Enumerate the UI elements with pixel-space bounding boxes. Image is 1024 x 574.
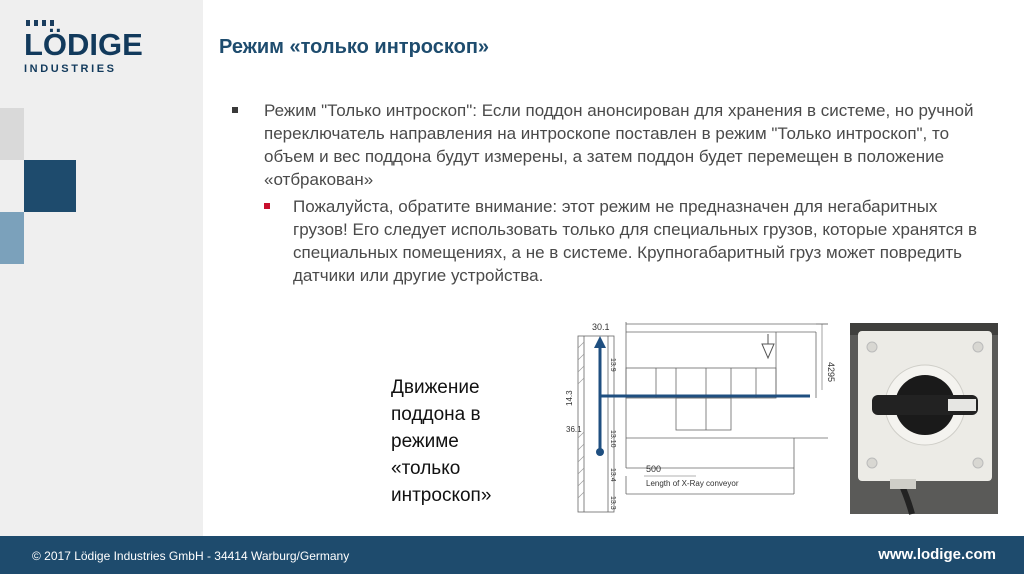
decor-square-light bbox=[0, 212, 24, 264]
footer-bar bbox=[0, 536, 1024, 574]
sidebar-panel bbox=[0, 0, 203, 536]
caption-line: режиме bbox=[391, 431, 459, 452]
sub-bullet-item bbox=[230, 195, 990, 287]
dim-top-label: 30.1 bbox=[592, 322, 610, 332]
sub-bullet-text: Пожалуйста, обратите внимание: этот режим не предназначен для негабаритных грузов! Его следует использовать только для специальных грузов, которые хранятся в специальных помещениях, а не в системе. Крупногабаритный груз может повредить датчики или другие устройства. bbox=[293, 197, 978, 285]
website-link[interactable]: www.lodige.com bbox=[878, 546, 996, 563]
switch-photo bbox=[850, 323, 998, 514]
start-point-icon bbox=[596, 448, 604, 456]
tag-label: 13.10 bbox=[609, 430, 616, 448]
tag-label: 13.3 bbox=[609, 496, 616, 510]
slide-title: Режим «только интроскоп» bbox=[219, 36, 490, 58]
tag-label: 13.4 bbox=[609, 468, 616, 482]
bullet-list bbox=[230, 99, 990, 287]
dim-500-label: 500 bbox=[646, 464, 662, 474]
tag-label: 13.9 bbox=[609, 358, 616, 372]
dim-left-label: 36.1 bbox=[566, 425, 582, 434]
caption-line: «только bbox=[391, 458, 461, 479]
dim-height-label: 4295 bbox=[826, 362, 836, 383]
decor-square-grey bbox=[0, 108, 24, 160]
copyright-text: © 2017 Lödige Industries GmbH - 34414 Warburg/Germany bbox=[32, 549, 350, 563]
red-bullet-icon bbox=[264, 203, 270, 209]
caption-line: Движение bbox=[391, 377, 480, 398]
dim-left-label: 14.3 bbox=[565, 390, 574, 406]
decor-square-dark bbox=[24, 160, 76, 212]
logo-bars bbox=[26, 20, 134, 26]
conveyor-diagram bbox=[566, 318, 836, 514]
diagram-caption bbox=[391, 374, 491, 509]
caption-line: интроскоп» bbox=[391, 485, 492, 506]
rotary-switch-image bbox=[850, 323, 998, 514]
bullet-item bbox=[230, 99, 990, 191]
bullet-text: Режим "Только интроскоп": Если поддон анонсирован для хранения в системе, но ручной переключатель направления на интроскопе поставлен в режим "Только интроскоп", то объем и вес поддона будут измерены, а затем поддон будет перемещен в положение «отбракован» bbox=[264, 101, 974, 189]
length-label: Length of X-Ray conveyor bbox=[646, 479, 739, 488]
caption-line: поддона в bbox=[391, 404, 481, 425]
logo-name: LÖDIGE bbox=[24, 27, 143, 62]
logo-sub: INDUSTRIES bbox=[24, 63, 117, 75]
bullet-square-icon bbox=[232, 107, 238, 113]
company-logo bbox=[24, 20, 143, 75]
